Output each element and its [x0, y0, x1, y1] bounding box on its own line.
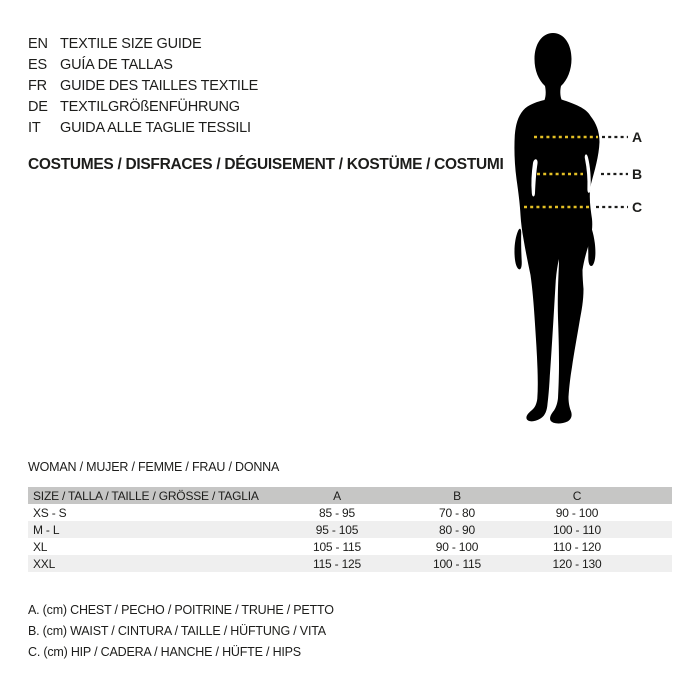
table-row-xs-s — [28, 504, 672, 521]
language-label: GUÍA DE TALLAS — [60, 57, 173, 73]
gender-title: WOMAN / MUJER / FEMME / FRAU / DONNA — [28, 460, 280, 474]
column-a-header: A — [333, 488, 341, 503]
chest-value-cell: 105 - 115 — [312, 539, 362, 554]
woman-silhouette — [514, 33, 599, 423]
language-row-es — [28, 55, 258, 76]
size-table — [28, 487, 672, 572]
category-title: COSTUMES / DISFRACES / DÉGUISEMENT / KOSTÜME / COSTUMI — [28, 156, 504, 173]
language-list — [28, 34, 258, 139]
measure-label-a: A — [632, 129, 643, 145]
language-code: DE — [28, 99, 48, 115]
size-column-header: SIZE / TALLA / TAILLE / GRÖSSE / TAGLIA — [33, 488, 259, 503]
language-label: TEXTILGRÖßENFÜHRUNG — [60, 99, 240, 115]
waist-value-cell: 100 - 115 — [432, 556, 482, 571]
measure-label-b: B — [632, 166, 643, 182]
table-row-m-l — [28, 521, 672, 538]
hip-value-cell: 120 - 130 — [552, 556, 602, 571]
language-row-it — [28, 118, 258, 139]
hip-value-cell: 100 - 110 — [552, 522, 602, 537]
language-row-de — [28, 97, 258, 118]
language-code: EN — [28, 36, 48, 52]
column-b-header: B — [453, 488, 461, 503]
woman-silhouette-figure — [480, 25, 650, 437]
legend-item-hip: C. (cm) HIP / CADERA / HANCHE / HÜFTE / HIPS — [28, 645, 301, 659]
size-cell: XS - S — [33, 505, 67, 520]
filler-cell — [637, 504, 672, 521]
table-row-xxl — [28, 555, 672, 572]
size-cell: XL — [33, 539, 48, 554]
chest-value-cell: 115 - 125 — [312, 556, 362, 571]
language-row-fr — [28, 76, 258, 97]
language-code: IT — [28, 120, 41, 136]
language-label: TEXTILE SIZE GUIDE — [60, 36, 202, 52]
waist-value-cell: 80 - 90 — [439, 522, 475, 537]
language-code: FR — [28, 78, 47, 94]
chest-value-cell: 85 - 95 — [319, 505, 355, 520]
measurement-legend — [28, 600, 334, 663]
waist-value-cell: 70 - 80 — [439, 505, 475, 520]
filler-header-cell — [637, 487, 672, 504]
size-cell: XXL — [33, 556, 56, 571]
language-label: GUIDE DES TAILLES TEXTILE — [60, 78, 259, 94]
hip-value-cell: 110 - 120 — [552, 539, 602, 554]
filler-cell — [637, 538, 672, 555]
size-cell: M - L — [33, 522, 60, 537]
filler-cell — [637, 555, 672, 572]
size-table-header-row — [28, 487, 672, 504]
language-row-en — [28, 34, 258, 55]
chest-value-cell: 95 - 105 — [315, 522, 359, 537]
column-c-header: C — [572, 488, 582, 503]
left-hand — [514, 229, 521, 270]
filler-cell — [637, 521, 672, 538]
hip-value-cell: 90 - 100 — [555, 505, 599, 520]
measure-label-c: C — [632, 199, 643, 215]
waist-value-cell: 90 - 100 — [435, 539, 479, 554]
legend-item-chest: A. (cm) CHEST / PECHO / POITRINE / TRUHE / PETTO — [28, 603, 334, 617]
language-code: ES — [28, 57, 47, 73]
language-label: GUIDA ALLE TAGLIE TESSILI — [60, 120, 251, 136]
table-row-xl — [28, 538, 672, 555]
legend-item-waist: B. (cm) WAIST / CINTURA / TAILLE / HÜFTUNG / VITA — [28, 624, 326, 638]
